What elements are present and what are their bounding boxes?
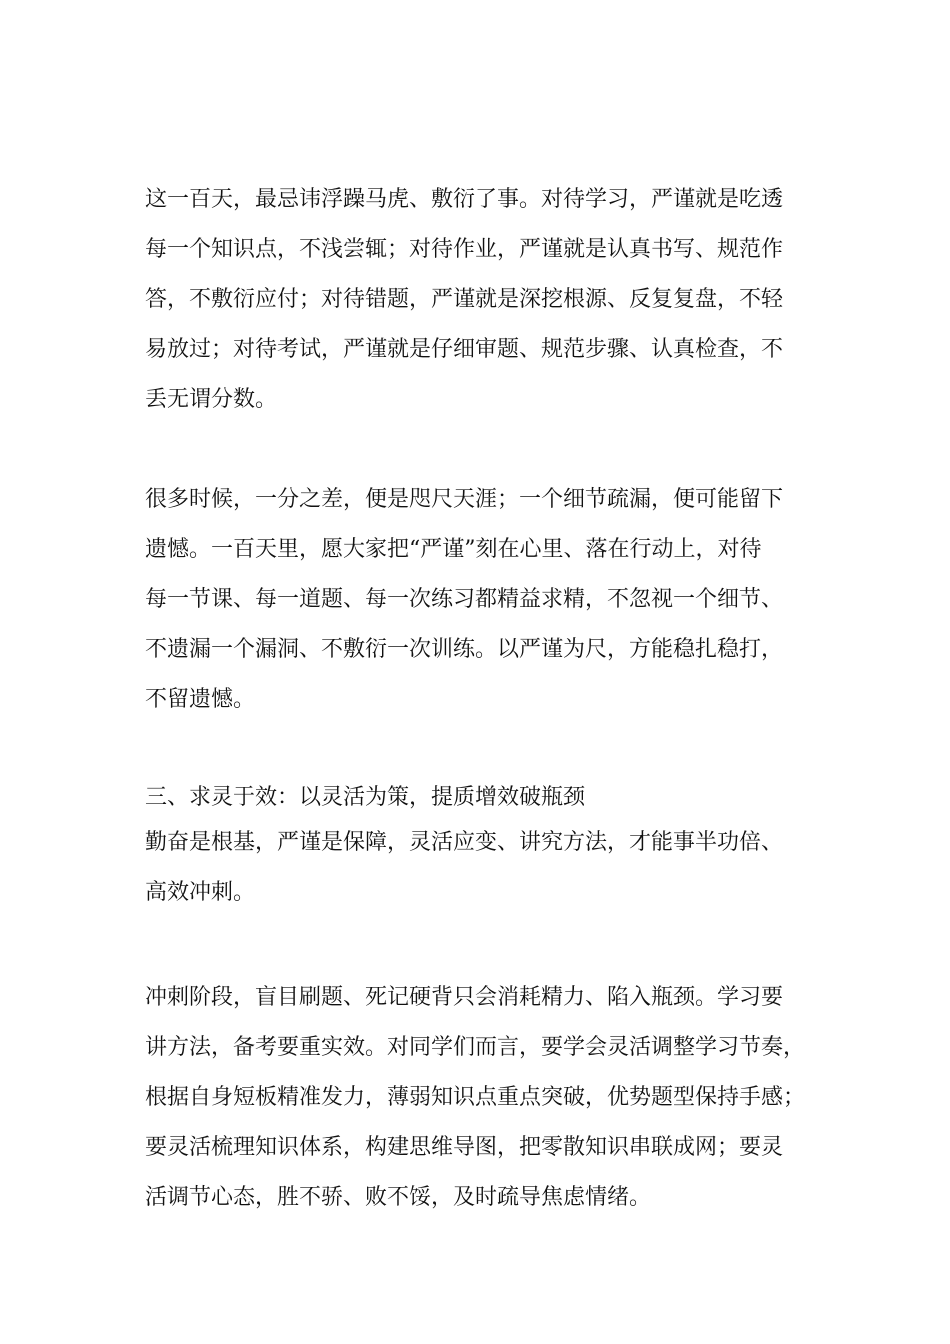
paragraph-line: 不遗漏一个漏洞、不敷衍一次训练。以严谨为尺，方能稳扎稳打， [145, 637, 784, 662]
paragraph-line: 冲刺阶段，盲目刷题、死记硬背只会消耗精力、陷入瓶颈。学习要 [145, 985, 784, 1010]
section-3 [145, 778, 810, 918]
paragraph-line: 要灵活梳理知识体系，构建思维导图，把零散知识串联成网；要灵 [145, 1135, 784, 1160]
paragraph-4 [145, 973, 810, 1223]
paragraph-line: 很多时候，一分之差，便是咫尺天涯；一个细节疏漏，便可能留下 [145, 487, 784, 512]
section-heading: 三、求灵于效：以灵活为策，提质增效破瓶颈 [145, 785, 586, 810]
paragraph-line: 勤奋是根基，严谨是保障，灵活应变、讲究方法，才能事半功倍、 [145, 830, 784, 855]
paragraph-2 [145, 475, 810, 725]
paragraph-1 [145, 175, 810, 425]
paragraph-line: 丢无谓分数。 [145, 387, 278, 412]
paragraph-line: 活调节心态，胜不骄、败不馁，及时疏导焦虑情绪。 [145, 1185, 652, 1210]
paragraph-line: 每一节课、每一道题、每一次练习都精益求精，不忽视一个细节、 [145, 587, 784, 612]
paragraph-line: 这一百天，最忌讳浮躁马虎、敷衍了事。对待学习，严谨就是吃透 [145, 187, 784, 212]
paragraph-line: 每一个知识点，不浅尝辄；对待作业，严谨就是认真书写、规范作 [145, 237, 784, 262]
paragraph-line: 答，不敷衍应付；对待错题，严谨就是深挖根源、反复复盘，不轻 [145, 287, 784, 312]
paragraph-line: 根据自身短板精准发力，薄弱知识点重点突破，优势题型保持手感； [145, 1085, 806, 1110]
paragraph-line: 讲方法，备考要重实效。对同学们而言，要学会灵活调整学习节奏， [145, 1035, 806, 1060]
paragraph-line: 遗憾。一百天里，愿大家把“严谨”刻在心里、落在行动上，对待 [145, 537, 762, 562]
paragraph-line: 高效冲刺。 [145, 880, 256, 905]
paragraph-line: 易放过；对待考试，严谨就是仔细审题、规范步骤、认真检查，不 [145, 337, 784, 362]
paragraph-line: 不留遗憾。 [145, 687, 256, 712]
